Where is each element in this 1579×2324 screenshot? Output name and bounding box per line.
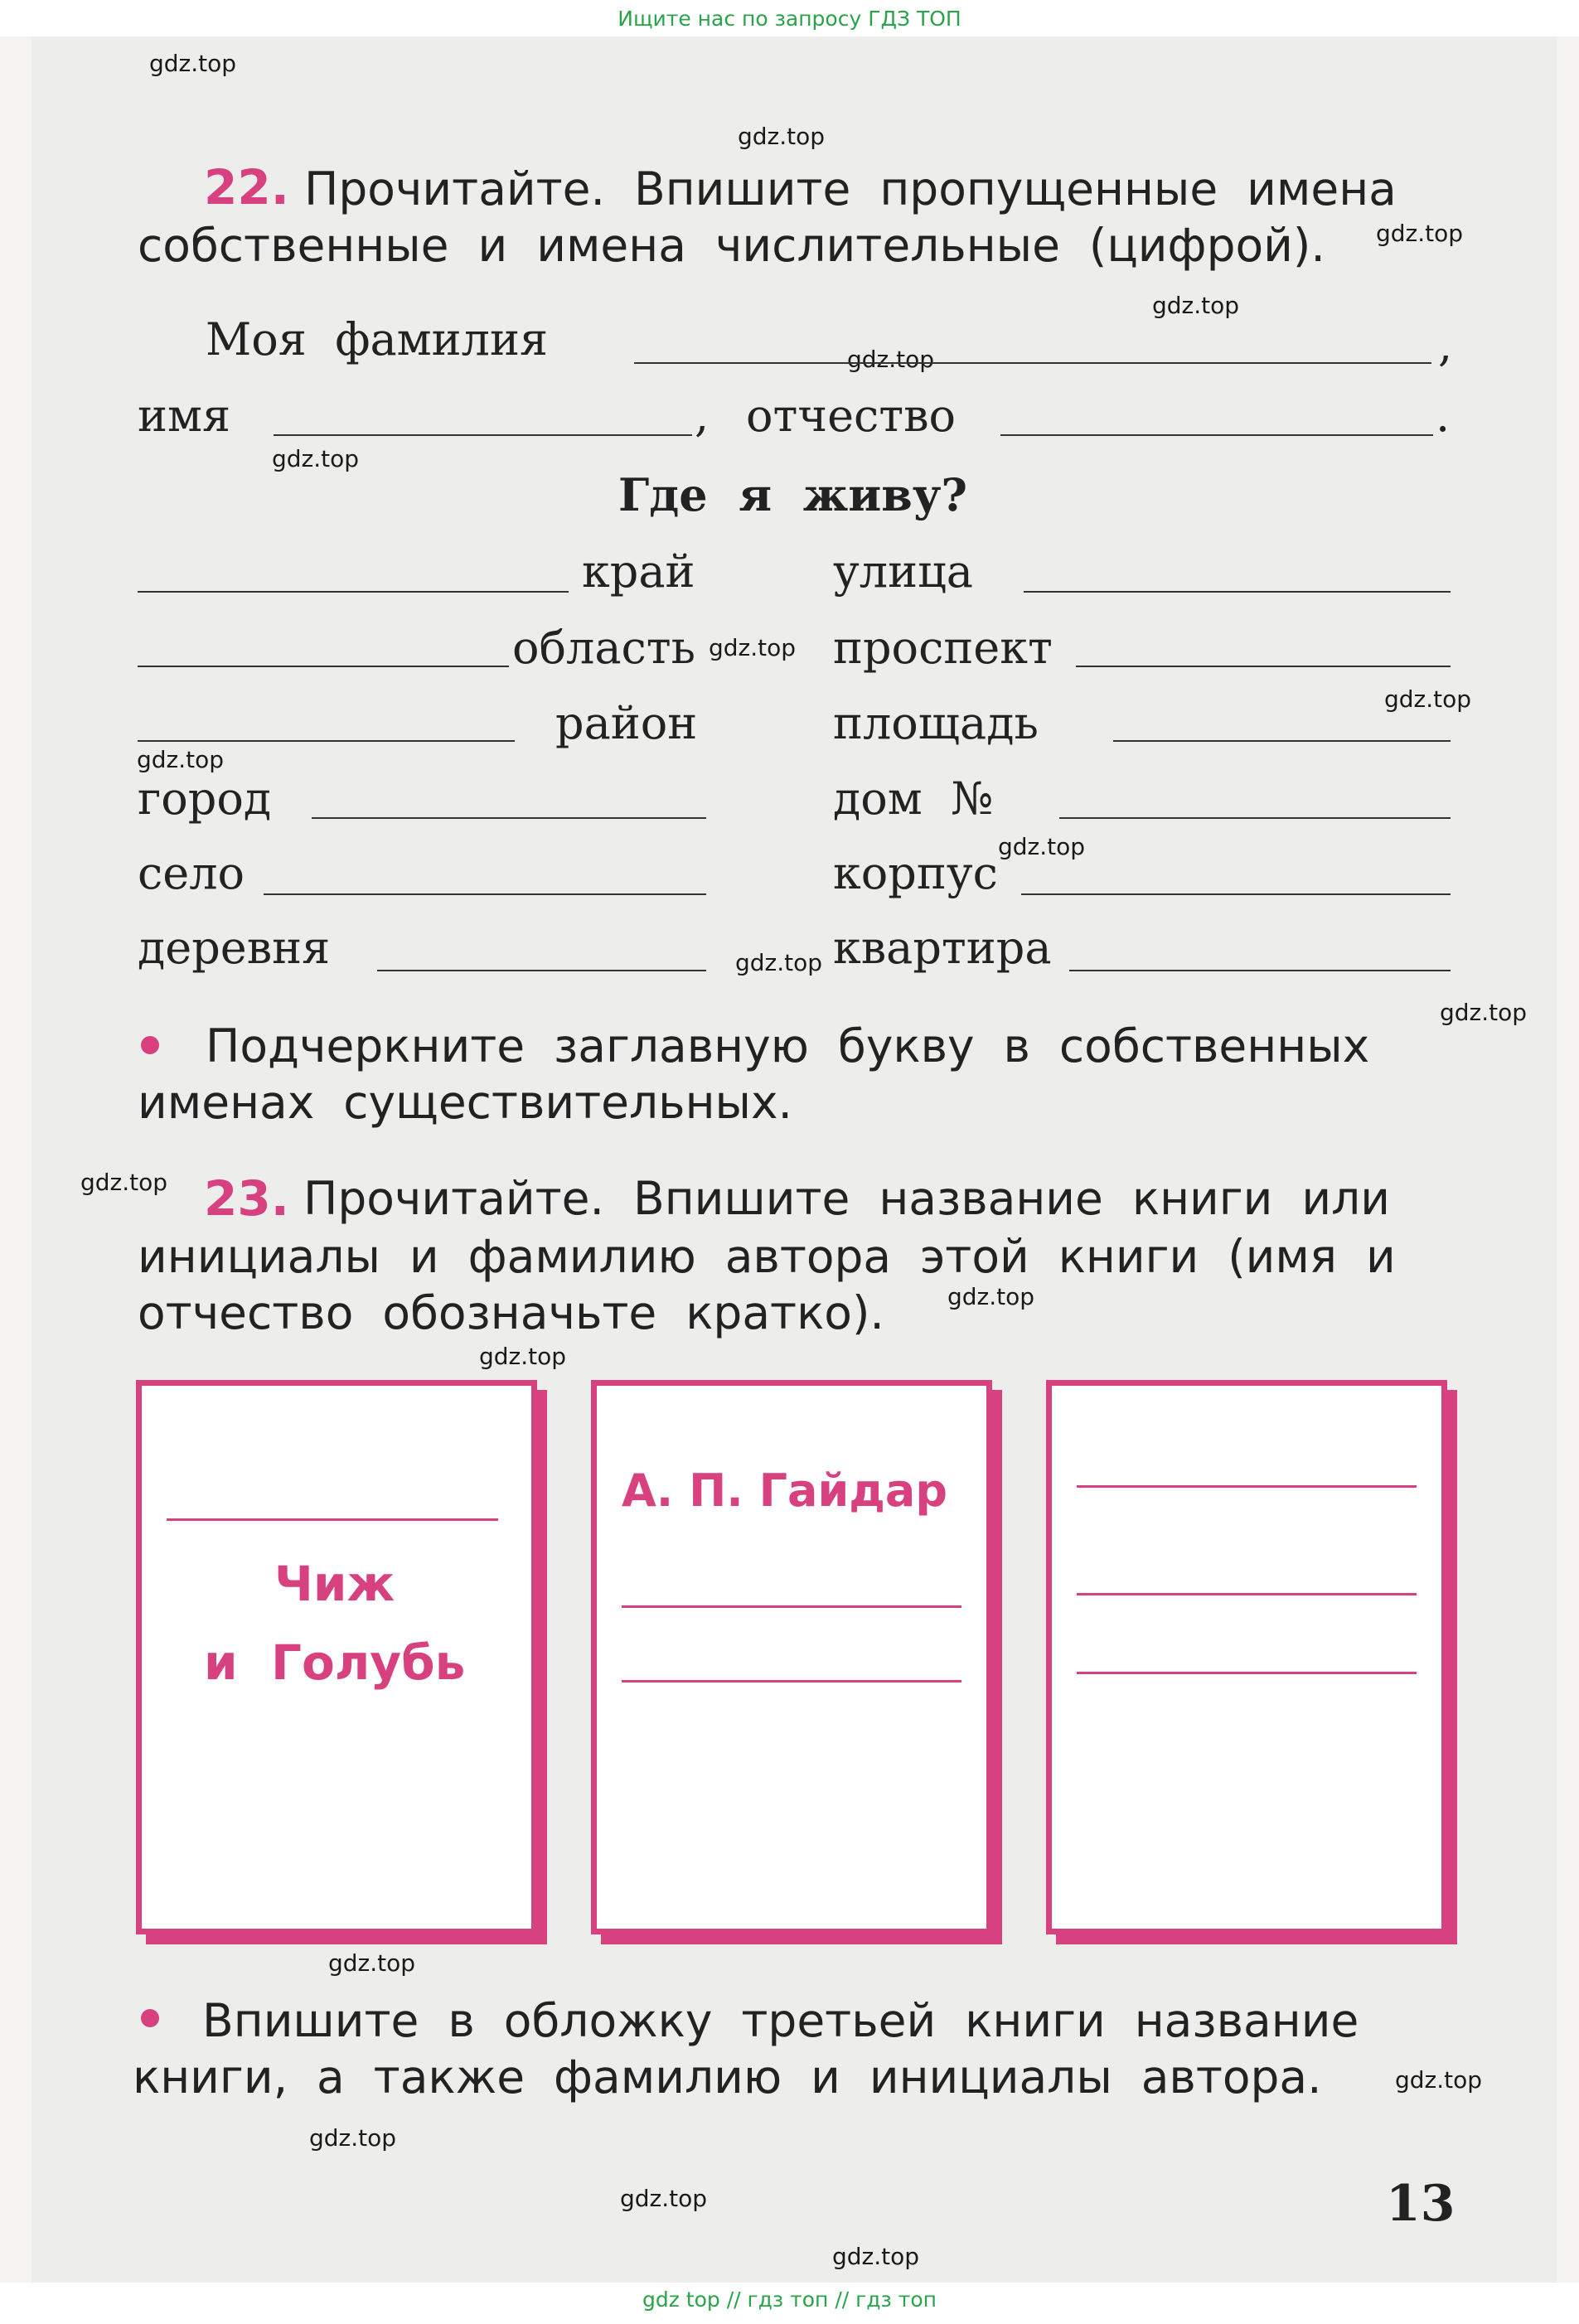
raion-label: район xyxy=(555,697,698,749)
oblast-line[interactable] xyxy=(138,666,509,667)
dom-line[interactable] xyxy=(1059,817,1451,819)
title-line[interactable] xyxy=(622,1680,961,1682)
patronymic-line[interactable] xyxy=(1000,434,1433,436)
ploshchad-label: площадь xyxy=(833,697,1039,749)
raion-line[interactable] xyxy=(138,740,515,742)
watermark: gdz.top xyxy=(479,1343,567,1370)
task-23-bullet-text: книги, а также фамилию и инициалы автора. xyxy=(133,2050,1322,2104)
watermark: gdz.top xyxy=(738,123,826,150)
surname-label: Моя фамилия xyxy=(206,313,549,366)
watermark: gdz.top xyxy=(80,1169,168,1196)
task-23-number: 23. xyxy=(204,1170,289,1227)
korpus-label: корпус xyxy=(833,847,998,899)
surname-line[interactable] xyxy=(634,362,1431,364)
prospekt-line[interactable] xyxy=(1076,666,1451,667)
task-23-bullet-text: Впишите в обложку третьей книги название xyxy=(202,1994,1359,2047)
title-line[interactable] xyxy=(1077,1672,1417,1674)
watermark: gdz.top xyxy=(947,1283,1035,1310)
watermark: gdz.top xyxy=(832,2243,920,2270)
prospekt-label: проспект xyxy=(833,622,1053,674)
bottom-banner-text: gdz top // гдз топ // гдз топ xyxy=(642,2288,937,2312)
korpus-line[interactable] xyxy=(1021,893,1451,895)
krai-line[interactable] xyxy=(138,591,569,593)
bullet-icon xyxy=(141,2009,159,2027)
watermark: gdz.top xyxy=(709,634,797,661)
watermark: gdz.top xyxy=(309,2124,397,2152)
patronymic-label: отчество xyxy=(746,390,957,442)
watermark: gdz.top xyxy=(1376,220,1464,247)
kvartira-line[interactable] xyxy=(1069,970,1451,971)
textbook-page xyxy=(31,36,1557,2283)
name-label: имя xyxy=(138,390,231,442)
task-23-instruction: Прочитайте. Впишите название книги или xyxy=(303,1172,1391,1225)
top-banner-text: Ищите нас по запросу ГДЗ ТОП xyxy=(618,7,961,31)
task-23-instruction: инициалы и фамилию автора этой книги (имя и xyxy=(138,1230,1396,1283)
watermark: gdz.top xyxy=(620,2185,708,2212)
selo-label: село xyxy=(138,847,245,899)
ulitsa-line[interactable] xyxy=(1024,591,1451,593)
cover-line xyxy=(167,1518,498,1521)
task-22-instruction: Прочитайте. Впишите пропущенные имена xyxy=(304,162,1397,215)
book-1-title: и Голубь xyxy=(204,1634,466,1691)
bullet-icon xyxy=(141,1036,159,1054)
watermark: gdz.top xyxy=(149,50,237,77)
book-cover-1 xyxy=(136,1380,537,1934)
kvartira-label: квартира xyxy=(833,922,1052,974)
task-22-bullet-text: Подчеркните заглавную букву в собственных xyxy=(206,1019,1370,1072)
book-cover-2 xyxy=(591,1380,992,1934)
task-23-instruction: отчество обозначьте кратко). xyxy=(138,1286,884,1339)
gorod-line[interactable] xyxy=(312,817,706,819)
derevnya-line[interactable] xyxy=(377,970,706,971)
watermark: gdz.top xyxy=(137,746,225,773)
page-number: 13 xyxy=(1386,2175,1455,2233)
watermark: gdz.top xyxy=(735,949,823,976)
krai-label: край xyxy=(582,545,695,598)
title-line[interactable] xyxy=(1077,1593,1417,1595)
dom-label: дом № xyxy=(833,772,994,825)
gorod-label: город xyxy=(138,772,272,825)
watermark: gdz.top xyxy=(1384,685,1472,713)
watermark: gdz.top xyxy=(328,1949,416,1977)
comma: , xyxy=(1438,319,1453,371)
task-22-bullet-text: именах существительных. xyxy=(138,1076,792,1129)
address-heading: Где я живу? xyxy=(618,468,968,521)
oblast-label: область xyxy=(512,622,696,674)
title-line[interactable] xyxy=(622,1605,961,1608)
book-cover-3 xyxy=(1046,1380,1447,1934)
book-2-author: А. П. Гайдар xyxy=(622,1465,948,1517)
watermark: gdz.top xyxy=(1395,2066,1483,2094)
watermark: gdz.top xyxy=(847,346,935,373)
watermark: gdz.top xyxy=(1152,292,1240,319)
watermark: gdz.top xyxy=(998,833,1086,860)
watermark: gdz.top xyxy=(1440,999,1528,1026)
book-1-title: Чиж xyxy=(274,1556,395,1612)
ploshchad-line[interactable] xyxy=(1113,740,1451,742)
task-22-number: 22. xyxy=(204,159,289,215)
watermark: gdz.top xyxy=(272,445,360,472)
ulitsa-label: улица xyxy=(833,545,973,598)
author-line[interactable] xyxy=(1077,1485,1417,1488)
name-line[interactable] xyxy=(274,434,692,436)
period: . xyxy=(1436,390,1451,442)
derevnya-label: деревня xyxy=(138,922,331,974)
task-22-instruction: собственные и имена числительные (цифрой). xyxy=(138,219,1325,272)
selo-line[interactable] xyxy=(264,893,706,895)
comma: , xyxy=(695,390,710,442)
